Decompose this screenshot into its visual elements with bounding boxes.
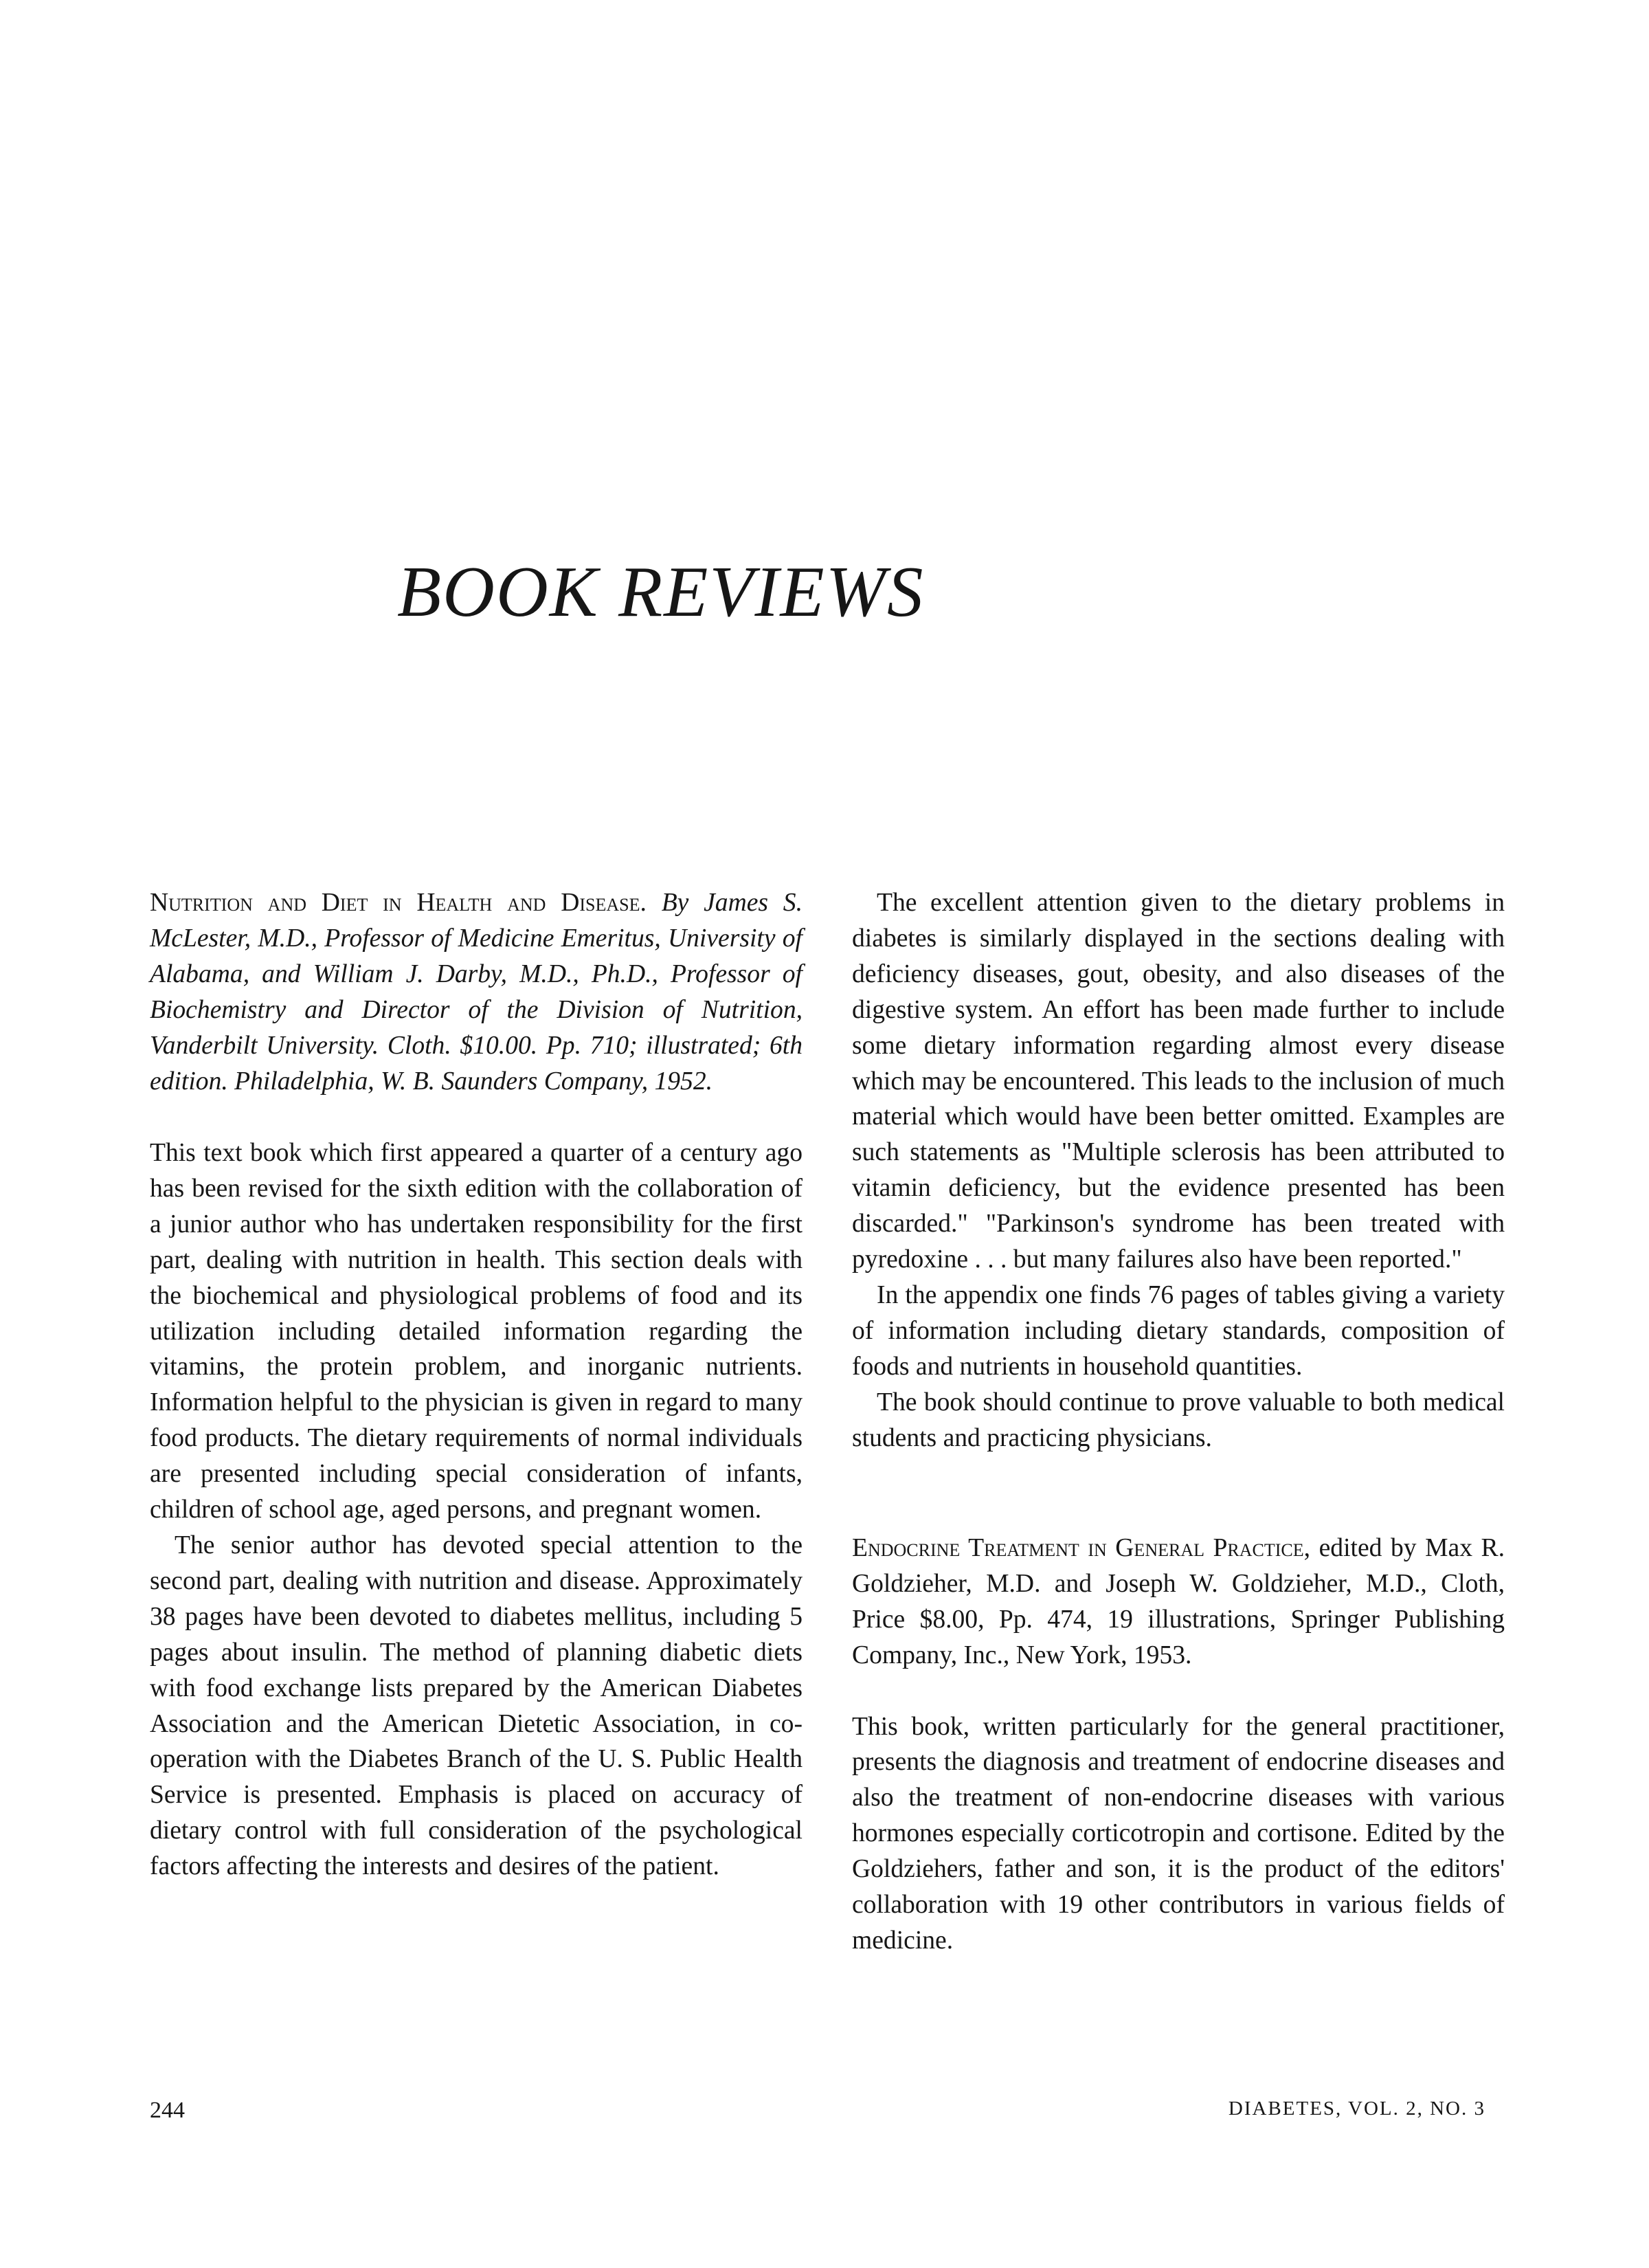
review-1-paragraph: This text book which first appeared a quarter of a century ago has been revised for the sixth edition with the collaboration of a junior author who has undertaken responsibility for the first part, dealing with nutrition in health. This section deals with the biochemical and physiological problems of food and its utilization including detailed information regarding the vitamins, the protein problem, and inorganic nutrients. Information helpful to the physician is given in regard to many food products. The dietary requirements of normal individuals are presented including special consideration of infants, children of school age, aged persons, and pregnant women. [150, 1139, 803, 1524]
page-number: 244 [150, 2098, 185, 2123]
review-1-paragraph: The senior author has devoted special attention to the second part, dealing with nutrition and disease. Approximately 38 pages have been devoted to diabetes mellitus, including 5 pages about insulin. The method of planning diabetic diets with food exchange lists prepared by the American Diabetes Association and the American Dietetic Association, in co-operation with the Diabetes Branch of the U. S. Public Health Service is presented. Emphasis is placed on accuracy of dietary control with full consideration of the psychological factors affecting the interests and desires of the patient. [150, 1531, 803, 1881]
page-title: BOOK REVIEWS [397, 551, 925, 632]
review-1-paragraph: In the appendix one finds 76 pages of tables giving a variety of information including dietary standards, composition of foods and nutrients in household quantities. [852, 1280, 1505, 1381]
review-1-paragraph: The book should continue to prove valuable to both medical students and practicing physicians. [852, 1388, 1505, 1452]
review-2-book-title: Endocrine Treatment in General Practice, [852, 1533, 1311, 1562]
left-column [150, 885, 803, 1885]
right-column [852, 885, 1505, 1959]
review-2-citation-details: edited by Max R. Goldzieher, M.D. and Joseph W. Goldzieher, M.D., Cloth, Price $8.00, Pp. 474, 19 illustrations, Springer Publishing Company, Inc., New York, 1953. [852, 1533, 1505, 1669]
review-2-paragraph: This book, written particularly for the general practitioner, presents the diagnosis and treatment of endocrine diseases and also the treatment of non-endocrine diseases with various hormones especially corticotropin and cortisone. Edited by the Goldziehers, father and son, it is the product of the editors' collaboration with 19 other contributors in various fields of medicine. [852, 1712, 1505, 1955]
review-1-paragraph: The excellent attention given to the dietary problems in diabetes is similarly displayed in the sections dealing with deficiency diseases, gout, obesity, and also diseases of the digestive system. An effort has been made further to include some dietary information regarding almost every disease which may be encountered. This leads to the inclusion of much material which would have been better omitted. Examples are such statements as "Multiple sclerosis has been attributed to vitamin deficiency, but the evidence presented has been discarded." "Parkinson's syndrome has been treated with pyredoxine . . . but many failures also have been reported." [852, 889, 1505, 1274]
review-1-citation [150, 885, 803, 1100]
review-2-citation [852, 1531, 1505, 1674]
running-footer: DIABETES, VOL. 2, NO. 3 [1228, 2098, 1485, 2120]
review-1-book-title: Nutrition and Diet in Health and Disease. [150, 889, 647, 917]
review-1-citation-details: By James S. McLester, M.D., Professor of Medicine Emeritus, University of Alabama, and William J. Darby, M.D., Ph.D., Professor of Biochemistry and Director of the Division of Nutrition, Vanderbilt University. Cloth. $10.00. Pp. 710; illustrated; 6th edition. Philadelphia, W. B. Saunders Company, 1952. [150, 889, 803, 1096]
